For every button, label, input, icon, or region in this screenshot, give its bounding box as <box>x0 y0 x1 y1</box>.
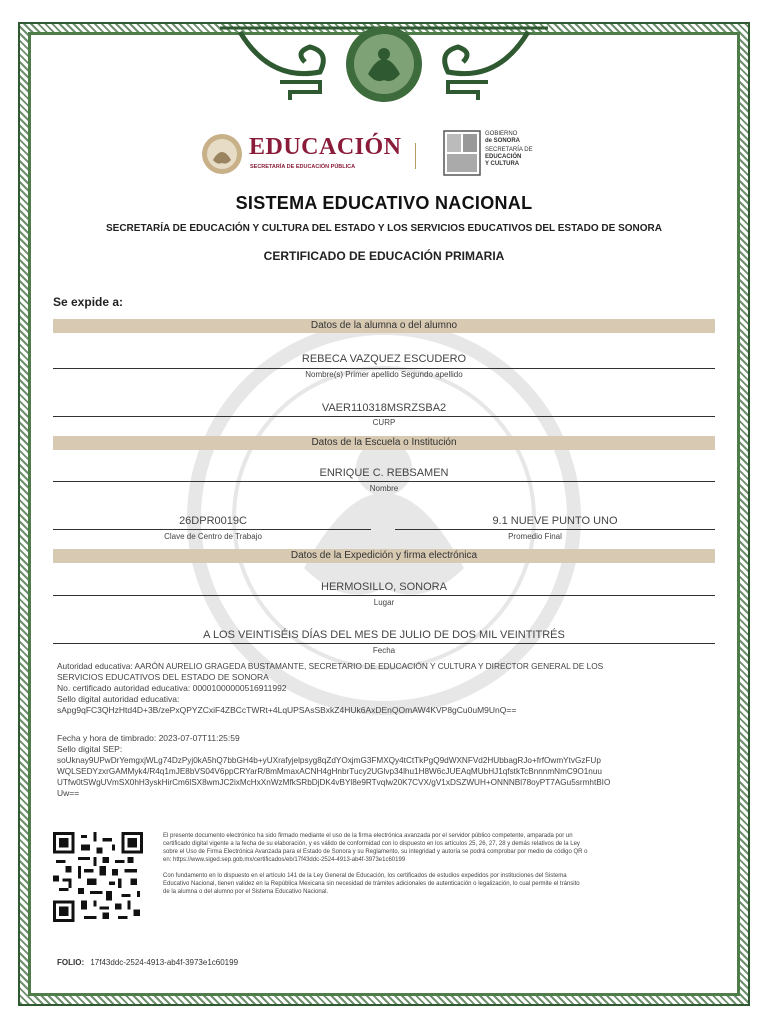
document-subtitle: SECRETARÍA DE EDUCACIÓN Y CULTURA DEL ESTADO Y LOS SERVICIOS EDUCATIVOS DEL ESTADO DE SONORA <box>106 223 662 234</box>
sonora-text: GOBIERNO de SONORA SECRETARÍA DE EDUCACIÓN Y CULTURA <box>485 131 533 167</box>
folio-value: 17f43ddc-2524-4913-ab4f-3973e1c60199 <box>90 958 239 967</box>
student-name-line <box>53 368 715 369</box>
stamp-sep-line2: WQLSEDYzxrGAMMyk4/R4q1mJE8bVS04V6ppCRYarR/8mMmaxACNH4gHnbrTucy2UGlvp34lhu1H8W6cJUEAqMUbHJ1qfstkTcBnnnmNmC9O1nuu <box>57 767 602 776</box>
cct-caption: Clave de Centro de Trabajo <box>164 532 262 541</box>
sep-seal-icon <box>201 133 243 175</box>
qr-code-icon[interactable] <box>53 832 143 922</box>
issuance-section-band: Datos de la Expedición y firma electrónica <box>53 549 715 563</box>
stamp-sep-label: Sello digital SEP: <box>57 744 123 754</box>
authority-block <box>57 661 709 716</box>
legal-p1-l4: en: https://www.siged.sep.gob.mx/certificados/eb/17f43ddc-2524-4913-ab4f-3973e1c60199 <box>163 857 406 863</box>
expide-label: Se expide a: <box>53 295 124 309</box>
legal-p2-l1: Con fundamento en lo dispuesto en el artículo 141 de la Ley General de Educación, los certificados de estudios expedidos por instituciones del Sistema <box>163 873 567 879</box>
school-name: ENRIQUE C. REBSAMEN <box>319 467 449 479</box>
stamp-block <box>57 733 713 799</box>
curp-line <box>53 416 715 417</box>
document-title: SISTEMA EDUCATIVO NACIONAL <box>235 193 533 213</box>
student-section-band: Datos de la alumna o del alumno <box>53 319 715 333</box>
curp-caption: CURP <box>372 418 396 427</box>
date-line <box>53 643 715 644</box>
authority-seal-label: Sello digital autoridad educativa: <box>57 694 180 704</box>
average-caption: Promedio Final <box>508 532 562 541</box>
legal-p2-l2: Educativo Nacional, tienen validez en la República Mexicana sin necesidad de trámites adicionales de autenticación o legalización, lo cual permite el tránsito <box>163 881 580 887</box>
authority-seal: sApg9qFC3QHzHtd4D+3B/zePxQPYZCxiF4ZBCcTWRt+4LqUPSAsSBxkZ4HUk6AxDEnQOmAW4KVP8gCu0uM9UnQ== <box>57 705 517 715</box>
certificate-type: CERTIFICADO DE EDUCACIÓN PRIMARIA <box>263 249 505 263</box>
legal-p1-l2: certificado digital vigente a la fecha de su elaboración, y es válido de conformidad con lo dispuesto en los artículos 25, 26, 27, 28 y demás relativos de la Ley <box>163 841 580 847</box>
average-line <box>395 529 715 530</box>
stamp-sep-line1: soUknay9UPwDrYemgxjWLg74DzPyj0kA5hQ7bbGH4b+yUXrafyjelpsyg8qZdYOxjmG3FMXQy4tCtTkPgQ9dWXNFVd2HUbbagRJo+frfOwmYtvGzFUp <box>57 756 601 765</box>
place-caption: Lugar <box>373 598 395 607</box>
issuance-place: HERMOSILLO, SONORA <box>321 581 447 593</box>
brand-title: EDUCACIÓN <box>249 134 402 160</box>
folio <box>57 958 238 967</box>
date-caption: Fecha <box>372 646 396 655</box>
stamp-sep-line4: Uw== <box>57 788 80 798</box>
stamp-datetime: Fecha y hora de timbrado: 2023-07-07T11:25:59 <box>57 733 240 743</box>
school-name-caption: Nombre <box>369 484 399 493</box>
mexico-coat-of-arms-icon <box>220 22 548 102</box>
school-name-line <box>53 481 715 482</box>
cct-line <box>53 529 371 530</box>
legal-p1-l3: sobre el Uso de Firma Electrónica Avanzada para el Estado de Sonora y su Reglamento, su integridad y autoría se podrá comprobar por medio de código QR o <box>163 849 588 855</box>
sonora-shield-icon <box>443 130 481 176</box>
school-section-band: Datos de la Escuela o Institución <box>53 436 715 450</box>
legal-p1-l1: El presente documento electrónico ha sido firmado mediante el uso de la firma electrónica avanzada por el servidor público competente, amparada por un <box>163 833 573 839</box>
legal-block <box>163 832 711 896</box>
folio-label: FOLIO: <box>57 958 85 967</box>
student-name-caption: Nombre(s) Primer apellido Segundo apellido <box>305 370 463 379</box>
brand-subtitle: SECRETARÍA DE EDUCACIÓN PÚBLICA <box>250 164 356 170</box>
stamp-sep-line3: UTfw0tSWgUVmSX0hH3yskHirCm6lSX8wmJC2ixMcHxXnWzMfkSRbDjDK4vBYl8e9RTvqlw20K7CVX/gV1xDSZWUH+ONNNBl78oyPT7AGu5srmhtBIO <box>57 778 611 787</box>
authority-line1: Autoridad educativa: AARÓN AURELIO GRAGEDA BUSTAMANTE, SECRETARIO DE EDUCACIÓN Y CULTURA Y DIRECTOR GENERAL DE LOS <box>57 661 604 671</box>
issuance-date: A LOS VEINTISÉIS DÍAS DEL MES DE JULIO DE DOS MIL VEINTITRÉS <box>203 629 565 641</box>
place-line <box>53 595 715 596</box>
student-name: REBECA VAZQUEZ ESCUDERO <box>301 353 467 365</box>
legal-p2-l3: de la alumna o del alumno por el Sistema Educativo Nacional. <box>163 889 329 895</box>
student-curp: VAER110318MSRZSBA2 <box>321 402 447 414</box>
final-average: 9.1 NUEVE PUNTO UNO <box>492 515 618 527</box>
authority-line2: SERVICIOS EDUCATIVOS DEL ESTADO DE SONORA <box>57 672 269 682</box>
brand-divider <box>415 143 416 169</box>
authority-cert-no: No. certificado autoridad educativa: 00001000000516911992 <box>57 683 287 693</box>
school-cct: 26DPR0019C <box>179 515 247 527</box>
